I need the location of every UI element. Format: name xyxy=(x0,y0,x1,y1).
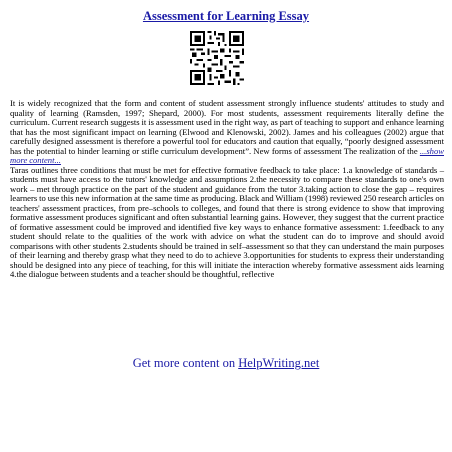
show-more-link[interactable]: ...show more content... xyxy=(10,145,444,165)
page-title[interactable]: Assessment for Learning Essay xyxy=(142,9,310,23)
helpwriting-link[interactable]: HelpWriting.net xyxy=(238,356,320,370)
essay-paragraph-2: Taras outlines three conditions that must be met for effective formative feedback to take place: 1.a knowledge of standards – students must have access to the tutors' knowledge and assumptions 2.the necessity to compare these standards to one's own work – met through practice on the part of the student and guidance from the tutor 3.taking action to close the gap – requires learners to use this new information at the same time as producing. Black and William (1998) reviewed 250 research articles on teachers' assessment practices, from pre–schools to colleges, and found that there is strong evidence to show that improving formative assessment produces significant and often substantial learning gains. However, they suggest that the current practice of formative assessment could be improved and identified five key ways to enhance formative assessment: 1.feedback to any student should relate to the qualities of the work with advice on what the student can do to improve and should avoid comparisons with other students 2.students should be trained in self–assessment so that they can understand the main purposes of their learning and thereby grasp what they need to do to achieve 3.opportunities for students to express their understanding should be designed into any piece of teaching, for this will initiate the interaction whereby formative assessment aids learning 4.the dialogue between students and a teacher should be thoughtful, reflective xyxy=(10,164,444,279)
essay-body xyxy=(10,99,444,280)
essay-paragraph-1: It is widely recognized that the form and content of student assessment strongly influence students' attitudes to study and quality of learning (Ramsden, 1997; Shepard, 2000). For most students, assessment requirements literally define the curriculum. Current research suggests it is assessment used in the right way, as part of teaching to support and enhance learning that has the most significant impact on learning (Elwood and Klenowski, 2002). James and his colleagues (2002) argue that carefully designed assessment is therefore a powerful tool for educators and caution that equally, “poorly designed assessment has the potential to hinder learning or stifle curriculum development”. New forms of assessment The realization of the xyxy=(10,98,444,156)
footer-prefix: Get more content on xyxy=(132,356,239,370)
qr-code-icon xyxy=(190,31,244,85)
footer-cta xyxy=(0,356,452,371)
